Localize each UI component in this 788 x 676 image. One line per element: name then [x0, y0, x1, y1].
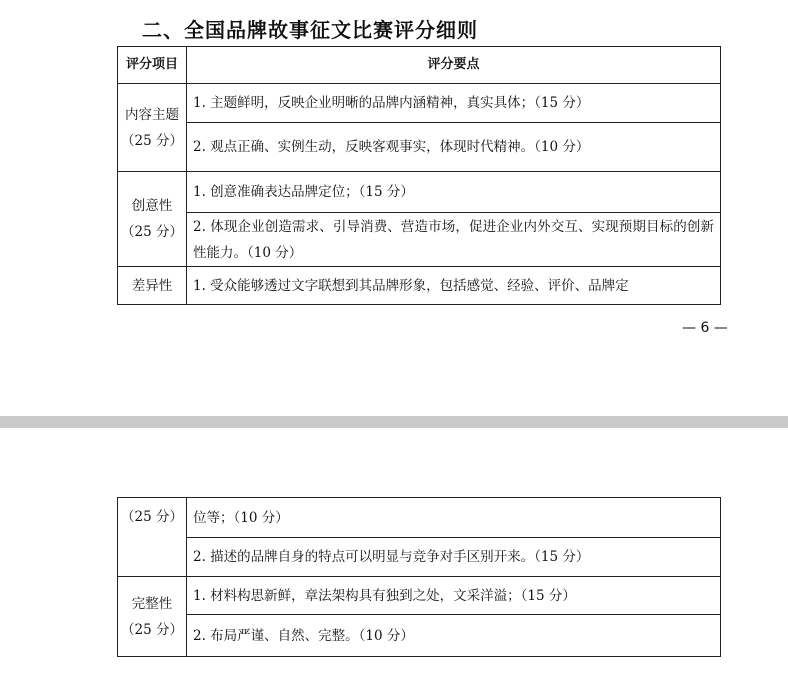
page-separator: [0, 416, 788, 428]
category-cell-difference: 差异性: [118, 267, 187, 305]
category-name: 内容主题: [125, 106, 179, 123]
scoring-table-page2: [117, 497, 721, 657]
category-score: （25 分）: [121, 224, 183, 240]
criterion-cell: 1. 创意准确表达品牌定位；（15 分）: [187, 172, 721, 213]
page-number: — 6 —: [682, 320, 728, 336]
table-row: [118, 267, 721, 305]
category-name: 完整性: [131, 595, 173, 612]
category-name: 创意性: [131, 198, 173, 214]
criterion-cell: 1. 受众能够透过文字联想到其品牌形象，包括感觉、经验、评价、品牌定: [187, 267, 721, 305]
category-cell-creativity: [118, 172, 187, 267]
category-score: （25 分）: [121, 132, 183, 149]
category-cell-content: [118, 84, 187, 172]
section-heading: 二、全国品牌故事征文比赛评分细则: [142, 18, 478, 42]
criterion-cell: 1. 材料构思新鲜，章法架构具有独到之处，文采洋溢；（15 分）: [187, 577, 721, 615]
header-item: 评分项目: [118, 47, 187, 84]
category-cell-difference-cont: [118, 498, 187, 577]
criterion-cell: 位等；（10 分）: [187, 498, 721, 538]
criterion-cell: 1. 主题鲜明，反映企业明晰的品牌内涵精神，真实具体；（15 分）: [187, 84, 721, 123]
table-header-row: [118, 47, 721, 84]
table-row: [118, 577, 721, 615]
table-row: [118, 213, 721, 267]
table-row: [118, 538, 721, 577]
criterion-cell: 2. 体现企业创造需求、引导消费、营造市场，促进企业内外交互、实现预期目标的创新性能力。（10 分）: [187, 213, 721, 267]
table-row: [118, 615, 721, 657]
criterion-cell: 2. 布局严谨、自然、完整。（10 分）: [187, 615, 721, 657]
table-row: [118, 172, 721, 213]
table-row: [118, 84, 721, 123]
scoring-table-page1: [117, 46, 721, 305]
criterion-cell: 2. 观点正确、实例生动，反映客观事实，体现时代精神。（10 分）: [187, 123, 721, 172]
criterion-cell: 2. 描述的品牌自身的特点可以明显与竞争对手区别开来。（15 分）: [187, 538, 721, 577]
category-score: （25 分）: [121, 621, 183, 638]
category-score: （25 分）: [121, 509, 183, 525]
header-points: 评分要点: [187, 47, 721, 84]
category-cell-completeness: [118, 577, 187, 657]
table-row: [118, 498, 721, 538]
table-row: [118, 123, 721, 172]
